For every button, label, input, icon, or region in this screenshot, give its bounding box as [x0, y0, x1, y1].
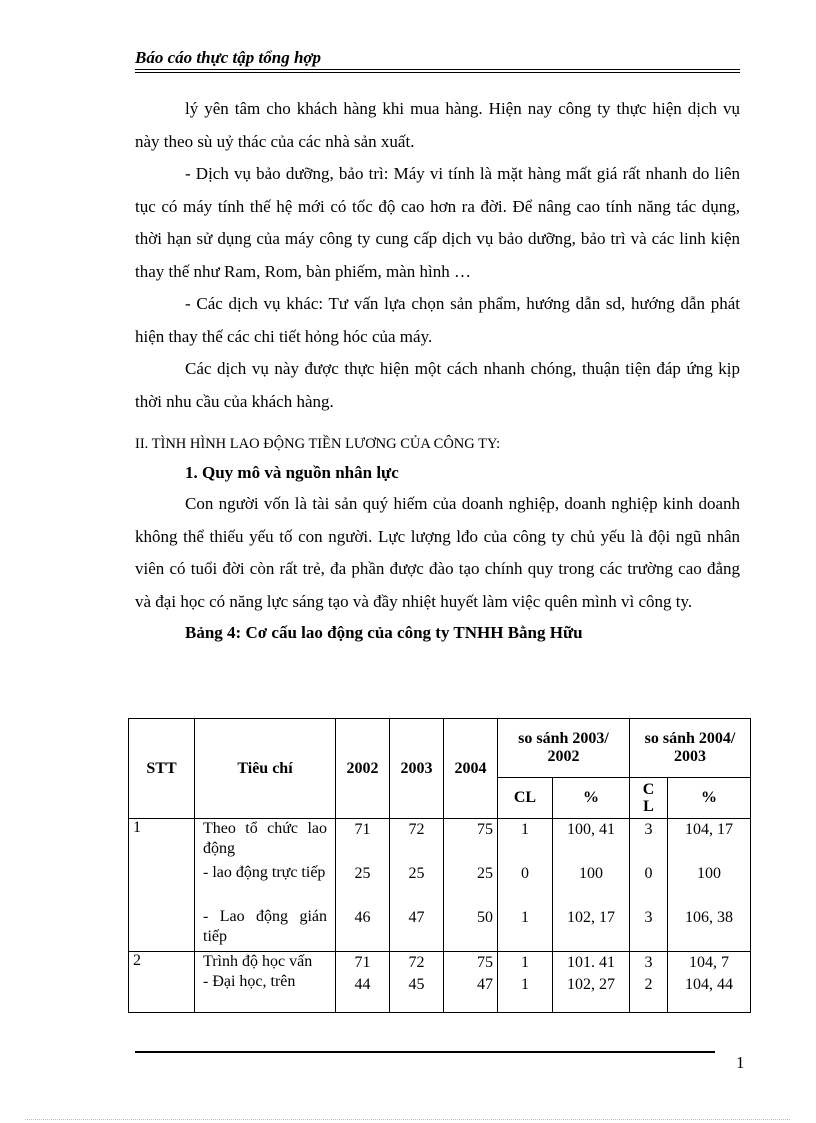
- cell-value: 3: [644, 909, 653, 926]
- header-criteria: Tiêu chí: [195, 719, 336, 819]
- cell-value: 25: [477, 865, 493, 882]
- cell-value: 3: [644, 954, 653, 971]
- cell-value: 45: [408, 976, 425, 993]
- header-cl-2-line2: L: [643, 798, 654, 815]
- paragraph: - Dịch vụ bảo dưỡng, bảo trì: Máy vi tính là mặt hàng mất giá rất nhanh do liên tục có máy tính thế hệ mới có tốc độ cao hơn ra đời. Để nâng cao tính năng tác dụng, thời hạn sử dụng của máy công ty cung cấp dịch vụ bảo dưỡng, bảo trì và các linh kiện thay thế như Ram, Rom, bàn phiếm, màn hình …: [135, 164, 740, 281]
- cell-value: 71: [354, 821, 371, 838]
- header-compare-2003-2002: so sánh 2003/ 2002: [498, 719, 630, 778]
- row-2003: [390, 819, 444, 952]
- cell-value: 0: [644, 865, 653, 882]
- cell-value: 25: [354, 865, 371, 882]
- header-pct-2: %: [668, 778, 751, 819]
- cell-value: 100: [579, 865, 603, 882]
- header-rule: [135, 69, 740, 70]
- cell-value: 1: [521, 909, 529, 926]
- header-2002: 2002: [336, 719, 390, 819]
- page-number: 1: [736, 1053, 745, 1072]
- table-title: Bảng 4: Cơ cấu lao động của công ty TNHH Bằng Hữu: [185, 623, 583, 642]
- cell-value: 104, 17: [685, 821, 734, 838]
- cell-value: 72: [408, 954, 425, 971]
- row-2002: [336, 819, 390, 952]
- cell-value: 106, 38: [685, 909, 734, 926]
- page-header-title: Báo cáo thực tập tổng hợp: [135, 48, 322, 67]
- row-cl1: [498, 819, 553, 952]
- cell-value: 101. 41: [567, 954, 615, 971]
- header-stt: STT: [129, 719, 195, 819]
- row-stt: 2: [129, 952, 195, 1013]
- row-pct2: [668, 819, 751, 952]
- criteria-line: Trình độ học vấn: [203, 953, 313, 970]
- cell-value: 100: [697, 865, 722, 882]
- paragraph: Con người vốn là tài sản quý hiếm của doanh nghiệp, doanh nghiệp kinh doanh không thể thiếu yếu tố con người. Lực lượng lđo của công ty chủ yếu là đội ngũ nhân viên có tuổi đời còn rất trẻ, đa phần được đào tạo chính quy trong các trường cao đẳng và đại học có năng lực sáng tạo và đầy nhiệt huyết làm việc quên mình vì công ty.: [135, 494, 740, 611]
- table-row: [129, 819, 751, 952]
- header-cl-2-line1: C: [642, 781, 655, 798]
- labor-structure-table: [128, 718, 751, 1013]
- cell-value: 102, 17: [567, 909, 615, 926]
- cell-value: 46: [354, 909, 371, 926]
- cell-value: 47: [477, 976, 493, 993]
- section-heading: II. TÌNH HÌNH LAO ĐỘNG TIỀN LƯƠNG CỦA CÔNG TY:: [135, 436, 501, 452]
- cell-value: 72: [408, 821, 425, 838]
- header-cl: CL: [498, 778, 553, 819]
- row-cl2: [630, 952, 668, 1013]
- header-cl-2: [630, 778, 668, 819]
- page-bottom-border: [25, 1119, 790, 1120]
- header-pct: %: [553, 778, 630, 819]
- subheading: 1. Quy mô và nguồn nhân lực: [185, 463, 399, 482]
- criteria-line: - Lao động gián tiếp: [203, 908, 327, 945]
- row-2004: [444, 952, 498, 1013]
- header-compare-2004-2003: so sánh 2004/ 2003: [630, 719, 751, 778]
- criteria-line: - Đại học, trên: [203, 973, 296, 990]
- row-criteria: [195, 819, 336, 952]
- header-2003: 2003: [390, 719, 444, 819]
- cell-value: 100, 41: [567, 821, 615, 838]
- cell-value: 1: [521, 954, 529, 971]
- row-2002: [336, 952, 390, 1013]
- cell-value: 104, 44: [685, 976, 734, 993]
- row-pct1: [553, 819, 630, 952]
- cell-value: 104, 7: [689, 954, 730, 971]
- header-2004: 2004: [444, 719, 498, 819]
- cell-value: 1: [521, 976, 529, 993]
- cell-value: 102, 27: [567, 976, 615, 993]
- cell-value: 3: [644, 821, 653, 838]
- row-pct2: [668, 952, 751, 1013]
- header-rule-double: [135, 72, 740, 73]
- cell-value: 75: [477, 954, 493, 971]
- cell-value: 50: [477, 909, 493, 926]
- row-cl1: [498, 952, 553, 1013]
- cell-value: 44: [354, 976, 371, 993]
- criteria-line: - lao động trực tiếp: [203, 864, 326, 881]
- row-cl2: [630, 819, 668, 952]
- cell-value: 2: [644, 976, 653, 993]
- document-body: [135, 93, 740, 648]
- row-pct1: [553, 952, 630, 1013]
- cell-value: 75: [477, 821, 493, 838]
- cell-value: 47: [408, 909, 425, 926]
- cell-value: 25: [408, 865, 425, 882]
- cell-value: 71: [354, 954, 371, 971]
- table-row: [129, 952, 751, 1013]
- criteria-line: Theo tổ chức lao động: [203, 820, 327, 857]
- row-stt: 1: [129, 819, 195, 952]
- row-2004: [444, 819, 498, 952]
- row-criteria: [195, 952, 336, 1013]
- cell-value: 0: [521, 865, 529, 882]
- paragraph: Các dịch vụ này được thực hiện một cách nhanh chóng, thuận tiện đáp ứng kịp thời nhu cầu của khách hàng.: [135, 359, 740, 411]
- footer-rule: [135, 1051, 715, 1053]
- paragraph: - Các dịch vụ khác: Tư vấn lựa chọn sản phẩm, hướng dẫn sd, hướng dẫn phát hiện thay thế các chi tiết hỏng hóc của máy.: [135, 294, 740, 346]
- cell-value: 1: [521, 821, 529, 838]
- paragraph: lý yên tâm cho khách hàng khi mua hàng. Hiện nay công ty thực hiện dịch vụ này theo sù uỷ thác của các nhà sản xuất.: [135, 99, 740, 151]
- row-2003: [390, 952, 444, 1013]
